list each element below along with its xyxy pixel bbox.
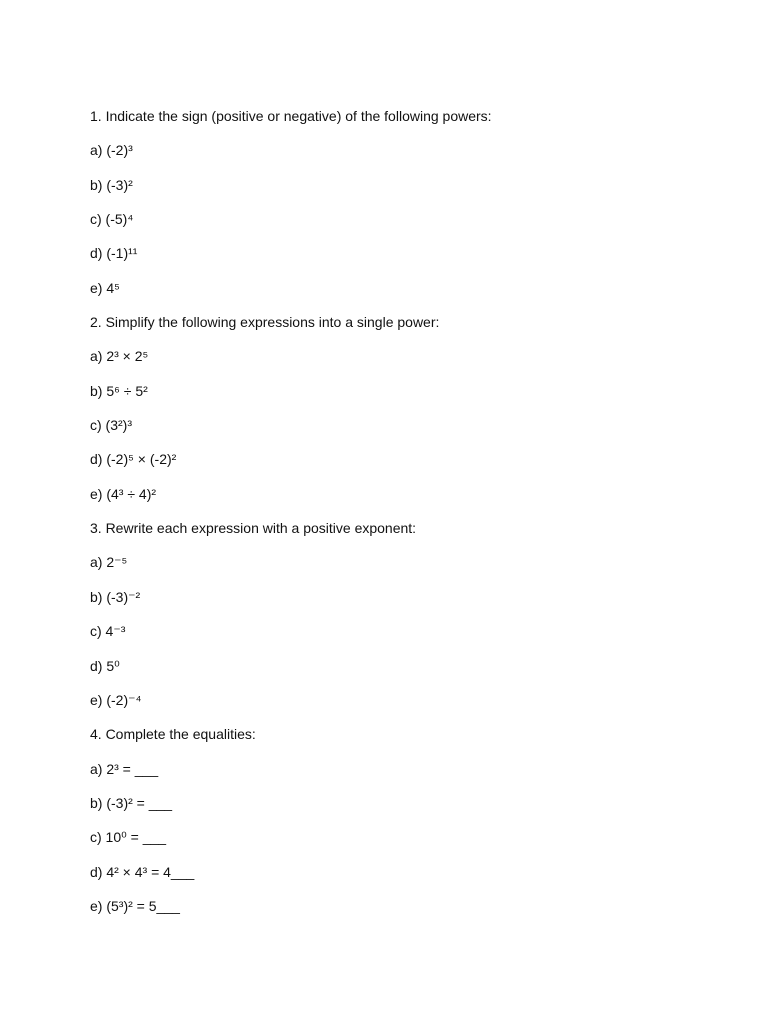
section-2 xyxy=(90,314,710,502)
question-2-item-a: a) 2³ × 2⁵ xyxy=(90,348,149,365)
section-3 xyxy=(90,520,710,708)
question-2-item-d: d) (-2)⁵ × (-2)² xyxy=(90,451,177,468)
question-1-item-b: b) (-3)² xyxy=(90,176,133,193)
section-4 xyxy=(90,726,710,914)
question-1-heading: 1. Indicate the sign (positive or negative) of the following powers: xyxy=(90,108,492,124)
worksheet xyxy=(90,108,710,932)
question-3-item-b: b) (-3)⁻² xyxy=(90,588,141,605)
question-1-item-a: a) (-2)³ xyxy=(90,142,133,159)
question-4-item-d: d) 4² × 4³ = 4___ xyxy=(90,863,195,880)
question-1-item-d: d) (-1)¹¹ xyxy=(90,245,138,262)
question-2-item-e: e) (4³ ÷ 4)² xyxy=(90,485,157,502)
question-4-heading: 4. Complete the equalities: xyxy=(90,726,256,743)
question-3-item-c: c) 4⁻³ xyxy=(90,623,126,640)
question-1-item-e: e) 4⁵ xyxy=(90,279,120,296)
question-1-item-c: c) (-5)⁴ xyxy=(90,211,134,228)
section-1 xyxy=(90,108,710,296)
question-2-item-c: c) (3²)³ xyxy=(90,417,132,434)
question-2-heading: 2. Simplify the following expressions into a single power: xyxy=(90,314,440,331)
question-4-item-c: c) 10⁰ = ___ xyxy=(90,829,167,846)
question-4-item-a: a) 2³ = ___ xyxy=(90,760,159,777)
question-3-item-a: a) 2⁻⁵ xyxy=(90,554,128,571)
question-3-item-e: e) (-2)⁻⁴ xyxy=(90,691,142,708)
question-3-item-d: d) 5⁰ xyxy=(90,657,120,674)
question-4-item-b: b) (-3)² = ___ xyxy=(90,794,173,811)
question-4-item-e: e) (5³)² = 5___ xyxy=(90,897,180,914)
question-3-heading: 3. Rewrite each expression with a positive exponent: xyxy=(90,520,417,537)
question-2-item-b: b) 5⁶ ÷ 5² xyxy=(90,382,148,399)
